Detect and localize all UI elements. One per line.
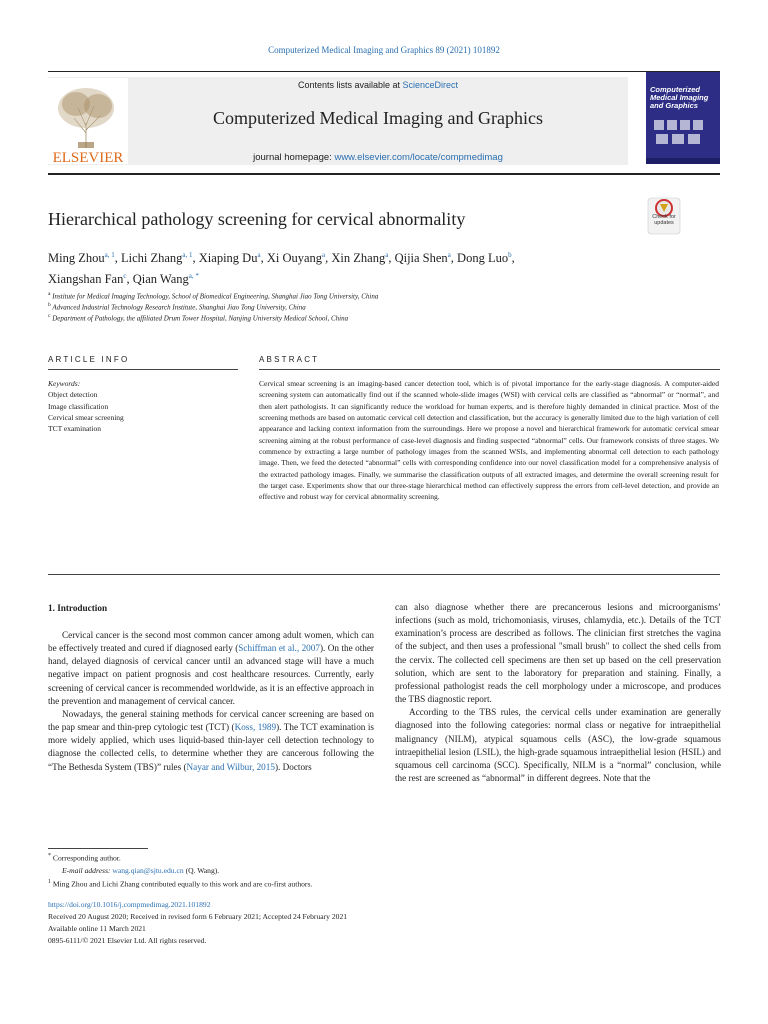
article-info-rule bbox=[48, 369, 238, 370]
journal-citation-link[interactable]: Computerized Medical Imaging and Graphics 89 (2021) 101892 bbox=[268, 45, 500, 55]
author-affiliation-mark[interactable]: a bbox=[322, 251, 326, 259]
intro-paragraph-3: can also diagnose whether there are precancerous lesions and microorganisms’ infections (such as mold, trichomoniasis, viruses, chlamydia, etc.). Details of the TCT examination’s process are described as follows. The clinician first stretches the vagina of the subject, and then uses a professional "small brush" to collect the shed cells from the cervix. The collected cell specimens are then set up based on the cell preservation solution, which are sent to the laboratory for preparation and staining. Finally, a professional pathologist reads the cell morphology under a microscope, and produces the TBS diagnostic report. bbox=[395, 602, 721, 705]
right-column bbox=[395, 601, 721, 785]
author-affiliation-mark[interactable]: a, * bbox=[188, 272, 199, 281]
elsevier-logo bbox=[48, 78, 128, 164]
footnote-corresponding: * Corresponding author. bbox=[48, 853, 121, 863]
check-for-updates-label: Check for updates bbox=[652, 214, 676, 226]
keywords-block bbox=[48, 378, 218, 434]
author-affiliation-mark[interactable]: c bbox=[123, 272, 127, 281]
keyword-item: Cervical smear screening bbox=[48, 412, 124, 422]
author-name[interactable]: Qian Wang bbox=[132, 272, 189, 287]
journal-homepage-link[interactable]: www.elsevier.com/locate/compmedimag bbox=[334, 152, 503, 163]
author-affiliation-mark[interactable]: a bbox=[257, 251, 261, 259]
author-name[interactable]: Qijia Shen bbox=[394, 251, 448, 266]
contents-line bbox=[130, 80, 626, 90]
keyword-item: TCT examination bbox=[48, 424, 101, 434]
author-affiliation-mark[interactable]: b bbox=[508, 251, 512, 259]
abstract-bottom-rule bbox=[48, 574, 720, 575]
citation-link[interactable]: Schiffman et al., 2007 bbox=[238, 643, 320, 654]
author-affiliation-mark[interactable]: a, 1 bbox=[104, 251, 115, 259]
header-top-rule bbox=[48, 71, 720, 72]
cover-title: Computerized Medical Imaging and Graphics bbox=[650, 85, 709, 110]
section-heading-introduction: 1. Introduction bbox=[48, 603, 108, 613]
keyword-item: Image classification bbox=[48, 401, 109, 411]
available-online: Available online 11 March 2021 bbox=[48, 924, 146, 933]
author-name[interactable]: Xin Zhang bbox=[331, 251, 386, 266]
affiliation-c: $^c$ Department of Pathology, the affiliated Drum Tower Hospital, Nanjing University Medical School, China bbox=[48, 313, 349, 323]
journal-title: Computerized Medical Imaging and Graphics bbox=[213, 108, 543, 128]
abstract-heading: ABSTRACT bbox=[259, 355, 320, 364]
copyright-line: 0895-6111/© 2021 Elsevier Ltd. All rights reserved. bbox=[48, 936, 207, 945]
intro-paragraph-2: Nowadays, the general staining methods for cervical cancer screening are based on the pap smear and thin-prep cytologic test (TCT) (Koss, 1989). The TCT examination is more widely applied, which uses liquid-based thin-layer cell detection technology to diagnose the collected cells, to determine whether they are cancerous following the “The Bethesda System (TBS)” rules (Nayar and Wilbur, 2015). Doctors bbox=[48, 708, 374, 772]
author-name[interactable]: Lichi Zhang bbox=[120, 251, 183, 266]
keywords-label: Keywords: bbox=[48, 379, 81, 388]
author-separator: , bbox=[388, 251, 395, 266]
author-affiliation-mark[interactable]: a bbox=[385, 251, 389, 259]
author-name[interactable]: Ming Zhou bbox=[48, 251, 105, 266]
email-link[interactable]: wang.qian@sjtu.edu.cn bbox=[112, 866, 184, 875]
abstract-rule bbox=[259, 369, 720, 370]
author-separator: , bbox=[114, 251, 121, 266]
abstract-text: Cervical smear screening is an imaging-based cancer detection tool, which is of pivotal importance for the early-stage diagnosis. A computer-aided screening system can automatically find out if the scanned whole-slide images (WSI) with cervical cells are classified as “abnormal” or “normal”, and then alert pathologists. It can significantly reduce the workload for human experts, and is therefore highly demanded in clinical practice. Most of the screening methods are based on automatic cervical cell detection and classification, but the accuracy is generally limited due to the high variation of cell appearance and lacking context information from the surroundings. Here we propose a novel and hierarchical framework for automatic cervical smear screening aiming at the robust performance of case-level diagnosis and finding suspected “abnormal” cells. Our framework consists of three stages. We commence by extracting a large number of pathology images from the scanned WSIs, and implementing abnormal cell detection to each pathology image. Then, we feed the detected “abnormal” cells with corresponding confidence into our novel classification model for a comprehensive analysis of the extracted pathology images. Finally, we summarise the classification outputs of all extracted images, and determine the overall screening result for the target case. Experiments show that our three-stage hierarchical method can effectively suppress the errors from cell-level detection, and provide an effective and robust way for cervical abnormality screening. bbox=[259, 379, 719, 502]
paper-title: Hierarchical pathology screening for cervical abnormality bbox=[48, 209, 466, 229]
author-separator: , bbox=[192, 251, 199, 266]
homepage-prefix: journal homepage: bbox=[253, 152, 335, 163]
intro-paragraph-4: According to the TBS rules, the cervical cells under examination are generally diagnosed into the following categories: normal class or negative for intraepithelial malignancy (NILM), atypical squamous cells (ASC), the low-grade squamous intraepithelial lesion (LSIL), the high-grade squamous intraepithelial lesion (HSIL) and squamous cell carcinoma (SCC). Specifically, NILM is a “normal” conclusion, while the rest are screened as “abnormal” in different degrees. Note that the bbox=[395, 707, 721, 784]
author-separator: , bbox=[450, 251, 458, 266]
author-affiliation-mark[interactable]: a, 1 bbox=[182, 251, 193, 259]
author-separator: , bbox=[325, 251, 332, 266]
keyword-item: Object detection bbox=[48, 390, 98, 400]
affiliation-a: $^a$ Institute for Medical Imaging Technology, School of Biomedical Engineering, Shanghai Jiao Tong University, China bbox=[48, 291, 379, 301]
author-name[interactable]: Xiangshan Fan bbox=[48, 272, 124, 287]
sciencedirect-link[interactable]: ScienceDirect bbox=[402, 80, 459, 90]
footnote-email: E-mail address: wang.qian@sjtu.edu.cn (Q. Wang). bbox=[62, 866, 220, 875]
elsevier-tree-icon bbox=[48, 78, 128, 164]
intro-paragraph-1: Cervical cancer is the second most common cancer among adult women, which can be effectively treated and cured if diagnosed early (Schiffman et al., 2007). On the other hand, delayed diagnosis of cervical cancer until an advanced stage will have a much negative impact on patient prognosis and cost healthcare resources. Currently, early screening of cervical cancer is recommended worldwide, as it is an effective approach in the prevention and management of cervical cancer. bbox=[48, 630, 374, 706]
contents-prefix: Contents lists available at bbox=[297, 80, 403, 90]
citation-link[interactable]: Koss, 1989 bbox=[234, 722, 277, 733]
article-info-heading: ARTICLE INFO bbox=[48, 355, 130, 364]
header-bottom-rule bbox=[48, 173, 720, 175]
footnote-cofirst: $^1$ Ming Zhou and Lichi Zhang contributed equally to this work and are co-first authors. bbox=[48, 879, 313, 889]
author-affiliation-mark[interactable]: a bbox=[447, 251, 451, 259]
author-name[interactable]: Xi Ouyang bbox=[266, 251, 323, 266]
affiliation-b: $^b$ Advanced Industrial Technology Research Institute, Shanghai Jiao Tong University, China bbox=[48, 302, 306, 312]
homepage-line bbox=[130, 152, 626, 163]
footnote-rule bbox=[48, 848, 148, 849]
author-list bbox=[48, 246, 688, 288]
citation-link[interactable]: Nayar and Wilbur, 2015 bbox=[186, 761, 275, 772]
author-name[interactable]: Xiaping Du bbox=[198, 251, 258, 266]
elsevier-wordmark: ELSEVIER bbox=[52, 150, 124, 164]
author-separator: , bbox=[260, 251, 267, 266]
doi-link[interactable]: https://doi.org/10.1016/j.compmedimag.2021.101892 bbox=[48, 900, 211, 909]
author-separator: , bbox=[126, 272, 133, 287]
author-name[interactable]: Dong Luo bbox=[457, 251, 509, 266]
left-column bbox=[48, 629, 374, 774]
author-separator: , bbox=[511, 251, 515, 266]
received-dates: Received 20 August 2020; Received in revised form 6 February 2021; Accepted 24 February 2021 bbox=[48, 912, 348, 921]
